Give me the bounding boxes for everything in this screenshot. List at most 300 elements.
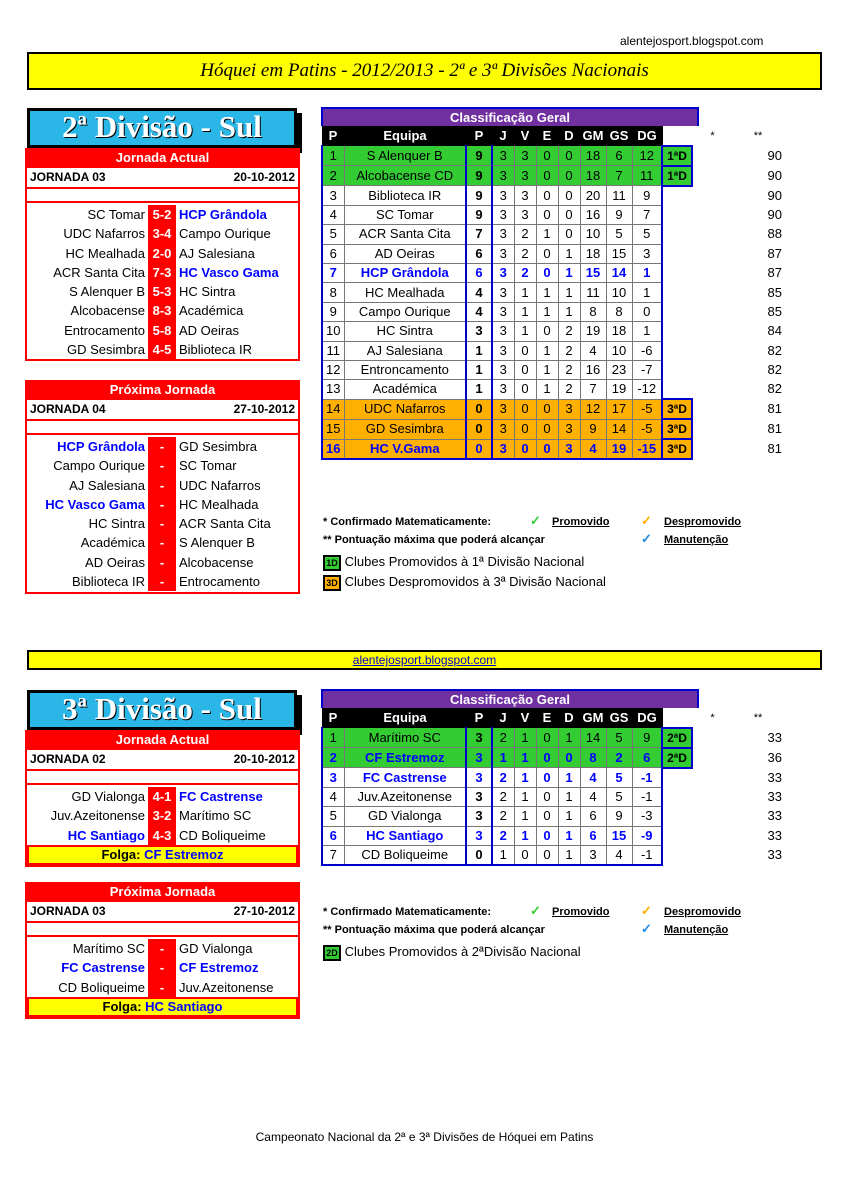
mid-blog-link[interactable]: alentejosport.blogspot.com [352, 653, 497, 667]
points: 3 [466, 826, 492, 845]
max-points: 33 [767, 729, 782, 745]
goal-diff: -5 [632, 399, 662, 419]
max-points: 81 [767, 441, 782, 457]
played: 2 [492, 768, 514, 787]
draws: 0 [536, 748, 558, 768]
losses: 1 [558, 807, 580, 826]
home-team: Biblioteca IR [72, 574, 145, 590]
wins: 3 [514, 146, 536, 166]
max-points: 90 [767, 187, 782, 203]
wins: 1 [514, 807, 536, 826]
legend-maxpts: ** Pontuação máxima que poderá alcançar [323, 534, 545, 546]
max-star-cell [692, 845, 734, 865]
score: 5-8 [148, 321, 176, 340]
table-row [322, 146, 782, 166]
result-row [27, 244, 298, 263]
fixture-row [27, 978, 298, 997]
header-cell: GS [606, 127, 632, 146]
max-points: 81 [767, 401, 782, 417]
home-team: Académica [80, 535, 145, 551]
separator: - [148, 495, 176, 514]
goal-diff: 6 [632, 748, 662, 768]
away-team: CF Estremoz [179, 960, 259, 976]
draws: 0 [536, 826, 558, 845]
losses: 1 [558, 787, 580, 806]
goal-diff: -3 [632, 807, 662, 826]
fixture-row [27, 476, 298, 495]
wins: 1 [514, 768, 536, 787]
header-cell: P [466, 127, 492, 146]
result-row [27, 224, 298, 243]
losses: 0 [558, 205, 580, 224]
div2-actual-box [25, 148, 300, 361]
goal-diff: 5 [632, 225, 662, 244]
home-team: Marítimo SC [72, 941, 145, 956]
position: 4 [322, 205, 344, 224]
div3-standings [321, 689, 699, 708]
draws: 1 [536, 302, 558, 321]
score: 4-3 [148, 826, 176, 845]
goals-against: 6 [606, 146, 632, 166]
status-badge [662, 360, 692, 379]
team-name: AD Oeiras [344, 244, 466, 263]
goals-for: 7 [580, 380, 606, 399]
goals-for: 10 [580, 225, 606, 244]
losses: 1 [558, 302, 580, 321]
draws: 1 [536, 225, 558, 244]
goals-for: 14 [580, 728, 606, 748]
result-row [27, 301, 298, 320]
wins: 2 [514, 225, 536, 244]
wins: 0 [514, 380, 536, 399]
wins: 2 [514, 263, 536, 282]
points: 3 [466, 807, 492, 826]
max-points: 82 [767, 342, 782, 358]
goal-diff: -15 [632, 439, 662, 459]
jornada-date: 27-10-2012 [233, 402, 295, 416]
max-star-cell [692, 360, 734, 379]
team-name: FC Castrense [344, 768, 466, 787]
away-team: HC Sintra [179, 284, 236, 300]
played: 2 [492, 807, 514, 826]
losses: 3 [558, 439, 580, 459]
max-points: 33 [767, 808, 782, 824]
legend-confirm: * Confirmado Matematicamente: [323, 516, 492, 528]
goals-against: 2 [606, 748, 632, 768]
swatch-promoted: 2D [323, 945, 341, 961]
losses: 3 [558, 399, 580, 419]
home-team: GD Sesimbra [66, 342, 145, 358]
check-orange-icon: ✓ [641, 903, 652, 918]
goals-against: 14 [606, 263, 632, 282]
draws: 1 [536, 360, 558, 379]
played: 2 [492, 826, 514, 845]
max-star-cell [692, 283, 734, 302]
goals-for: 6 [580, 807, 606, 826]
team-name: UDC Nafarros [344, 399, 466, 419]
position: 1 [322, 146, 344, 166]
points: 3 [466, 748, 492, 768]
wins: 3 [514, 166, 536, 186]
header-cell: P [322, 709, 344, 728]
page-footer: Campeonato Nacional da 2ª e 3ª Divisões de Hóquei em Patins [255, 1130, 594, 1144]
div3-next-jornada [27, 902, 298, 923]
header-cell: E [536, 709, 558, 728]
points: 3 [466, 768, 492, 787]
points: 1 [466, 380, 492, 399]
table-row [322, 244, 782, 263]
separator: - [148, 476, 176, 495]
losses: 2 [558, 360, 580, 379]
check-orange-icon: ✓ [641, 513, 652, 528]
div2-next-header: Próxima Jornada [25, 380, 300, 400]
fixture-row [27, 533, 298, 552]
losses: 1 [558, 826, 580, 845]
goals-against: 10 [606, 283, 632, 302]
draws: 0 [536, 845, 558, 865]
away-team: Campo Ourique [179, 226, 271, 242]
header-cell: GM [580, 709, 606, 728]
goal-diff: 9 [632, 186, 662, 205]
team-name: Alcobacense CD [344, 166, 466, 186]
max-star-cell [692, 419, 734, 439]
result-row [27, 263, 298, 282]
played: 3 [492, 225, 514, 244]
div2-title: 2ª Divisão - Sul [27, 108, 297, 148]
points: 1 [466, 341, 492, 360]
away-team: HC Mealhada [179, 496, 259, 512]
separator: - [148, 958, 176, 977]
table-row [322, 380, 782, 399]
losses: 2 [558, 322, 580, 341]
points: 7 [466, 225, 492, 244]
goals-for: 16 [580, 360, 606, 379]
max-star-cell [692, 244, 734, 263]
wins: 3 [514, 186, 536, 205]
legend-promovido: Promovido [552, 516, 610, 528]
table-row [322, 419, 782, 439]
goals-against: 7 [606, 166, 632, 186]
position: 7 [322, 845, 344, 865]
team-name: Juv.Azeitonense [344, 787, 466, 806]
header-cell: ** [734, 127, 782, 146]
folga-team: HC Santiago [145, 998, 223, 1014]
table-row [322, 225, 782, 244]
team-name: CD Boliqueime [344, 845, 466, 865]
goal-diff: -1 [632, 768, 662, 787]
fixture-row [27, 456, 298, 475]
position: 14 [322, 399, 344, 419]
losses: 1 [558, 768, 580, 787]
points: 0 [466, 419, 492, 439]
goals-for: 4 [580, 787, 606, 806]
away-team: HCP Grândola [179, 207, 267, 222]
away-team: Marítimo SC [179, 808, 252, 824]
max-points: 81 [767, 421, 782, 437]
away-team: AD Oeiras [179, 322, 239, 338]
status-badge [662, 225, 692, 244]
played: 3 [492, 399, 514, 419]
team-name: SC Tomar [344, 205, 466, 224]
status-badge: 2ªD [662, 748, 692, 768]
div2-next-box [25, 380, 300, 594]
header-cell: D [558, 127, 580, 146]
wins: 1 [514, 322, 536, 341]
wins: 2 [514, 244, 536, 263]
wins: 0 [514, 360, 536, 379]
losses: 0 [558, 748, 580, 768]
played: 3 [492, 380, 514, 399]
table-row [322, 205, 782, 224]
away-team: HC Vasco Gama [179, 264, 279, 280]
header-cell [662, 127, 692, 146]
team-name: AJ Salesiana [344, 341, 466, 360]
goals-for: 4 [580, 768, 606, 787]
away-team: UDC Nafarros [179, 477, 261, 493]
played: 2 [492, 728, 514, 748]
max-points: 90 [767, 167, 782, 183]
status-badge: 1ªD [662, 146, 692, 166]
position: 4 [322, 787, 344, 806]
result-row [27, 282, 298, 301]
header-cell: J [492, 127, 514, 146]
team-name: Entroncamento [344, 360, 466, 379]
check-blue-icon: ✓ [641, 531, 652, 546]
goal-diff: 3 [632, 244, 662, 263]
team-name: Biblioteca IR [344, 186, 466, 205]
wins: 0 [514, 439, 536, 459]
legend-promovido: Promovido [552, 906, 610, 918]
goals-against: 4 [606, 845, 632, 865]
header-cell: * [692, 127, 734, 146]
goals-for: 8 [580, 302, 606, 321]
result-row [27, 826, 298, 845]
max-star-cell [692, 302, 734, 321]
played: 1 [492, 845, 514, 865]
status-badge: 3ªD [662, 419, 692, 439]
away-team: GD Vialonga [179, 941, 253, 956]
losses: 0 [558, 186, 580, 205]
fixture-row [27, 958, 298, 977]
folga-label: Folga: [102, 998, 142, 1014]
max-points: 87 [767, 245, 782, 261]
result-row [27, 340, 298, 359]
away-team: Alcobacense [179, 554, 254, 570]
table-row [322, 322, 782, 341]
table-row [322, 826, 782, 845]
home-team: AJ Salesiana [69, 477, 145, 493]
position: 9 [322, 302, 344, 321]
home-team: Campo Ourique [53, 458, 145, 474]
away-team: GD Sesimbra [179, 439, 258, 454]
goals-against: 11 [606, 186, 632, 205]
table-row [322, 399, 782, 419]
played: 3 [492, 322, 514, 341]
losses: 1 [558, 244, 580, 263]
header-cell: V [514, 709, 536, 728]
max-points: 33 [767, 847, 782, 863]
legend-promoted-text: Clubes Promovidos à 2ªDivisão Nacional [344, 944, 581, 959]
header-cell: V [514, 127, 536, 146]
table-row [322, 186, 782, 205]
max-star-cell [692, 186, 734, 205]
home-team: Alcobacense [70, 303, 145, 319]
home-team: HC Sintra [88, 516, 145, 532]
played: 3 [492, 263, 514, 282]
status-badge [662, 322, 692, 341]
status-badge: 3ªD [662, 439, 692, 459]
draws: 1 [536, 341, 558, 360]
table-row [322, 768, 782, 787]
max-points: 82 [767, 362, 782, 378]
jornada-label: JORNADA 04 [30, 402, 106, 416]
draws: 0 [536, 166, 558, 186]
max-points: 33 [767, 827, 782, 843]
points: 3 [466, 787, 492, 806]
home-team: GD Vialonga [71, 789, 145, 804]
played: 3 [492, 186, 514, 205]
position: 15 [322, 419, 344, 439]
separator: - [148, 437, 176, 456]
table-row [322, 728, 782, 748]
draws: 1 [536, 283, 558, 302]
max-star-cell [692, 826, 734, 845]
points: 9 [466, 186, 492, 205]
legend-manutencao: Manutenção [664, 924, 729, 936]
result-row [27, 205, 298, 224]
max-points: 85 [767, 303, 782, 319]
status-badge [662, 845, 692, 865]
max-star-cell [692, 787, 734, 806]
points: 0 [466, 845, 492, 865]
draws: 0 [536, 728, 558, 748]
played: 2 [492, 787, 514, 806]
played: 3 [492, 166, 514, 186]
wins: 1 [514, 728, 536, 748]
separator: - [148, 456, 176, 475]
goal-diff: 12 [632, 146, 662, 166]
max-star-cell [692, 399, 734, 419]
team-name: GD Sesimbra [344, 419, 466, 439]
separator: - [148, 553, 176, 572]
position: 1 [322, 728, 344, 748]
max-star-cell [692, 205, 734, 224]
draws: 0 [536, 263, 558, 282]
div2-legend [323, 513, 763, 594]
header-cell: P [466, 709, 492, 728]
points: 0 [466, 439, 492, 459]
folga-team: CF Estremoz [144, 846, 224, 862]
losses: 0 [558, 146, 580, 166]
team-name: HC Sintra [344, 322, 466, 341]
max-star-cell [692, 322, 734, 341]
div3-actual-jornada [27, 750, 298, 771]
blog-url[interactable]: alentejosport.blogspot.com [620, 34, 764, 48]
position: 5 [322, 225, 344, 244]
team-name: HC Santiago [344, 826, 466, 845]
jornada-label: JORNADA 03 [30, 904, 106, 918]
div3-next-header: Próxima Jornada [25, 882, 300, 902]
goals-for: 19 [580, 322, 606, 341]
score: 4-1 [148, 787, 176, 806]
status-badge [662, 205, 692, 224]
goals-for: 18 [580, 146, 606, 166]
goals-against: 19 [606, 439, 632, 459]
goal-diff: 1 [632, 322, 662, 341]
score: 5-2 [148, 205, 176, 224]
position: 11 [322, 341, 344, 360]
legend-maxpts: ** Pontuação máxima que poderá alcançar [323, 924, 545, 936]
max-star-cell [692, 807, 734, 826]
header-cell: Equipa [344, 127, 466, 146]
points: 0 [466, 399, 492, 419]
div3-folga-actual [27, 845, 298, 865]
team-name: HCP Grândola [344, 263, 466, 282]
check-green-icon: ✓ [530, 903, 541, 918]
losses: 0 [558, 166, 580, 186]
header-cell: GS [606, 709, 632, 728]
max-points: 82 [767, 381, 782, 397]
max-star-cell [692, 768, 734, 787]
header-cell: GM [580, 127, 606, 146]
away-team: S Alenquer B [179, 535, 255, 551]
points: 3 [466, 728, 492, 748]
goals-against: 8 [606, 302, 632, 321]
fixture-row [27, 495, 298, 514]
legend-relegated-text: Clubes Despromovidos à 3ª Divisão Nacional [344, 574, 606, 589]
away-team: CD Boliqueime [179, 827, 266, 843]
jornada-date: 27-10-2012 [233, 904, 295, 918]
header-cell: * [692, 709, 734, 728]
losses: 2 [558, 341, 580, 360]
goals-for: 15 [580, 263, 606, 282]
table-row [322, 748, 782, 768]
away-team: Académica [179, 303, 244, 319]
div2-actual-header: Jornada Actual [25, 148, 300, 168]
goal-diff: 0 [632, 302, 662, 321]
score: 3-2 [148, 806, 176, 825]
team-name: Académica [344, 380, 466, 399]
max-star-cell [692, 380, 734, 399]
played: 3 [492, 205, 514, 224]
draws: 0 [536, 205, 558, 224]
div3-folga-next [27, 997, 298, 1017]
position: 6 [322, 244, 344, 263]
status-badge [662, 807, 692, 826]
goal-diff: -7 [632, 360, 662, 379]
home-team: Juv.Azeitonense [50, 808, 145, 824]
draws: 0 [536, 439, 558, 459]
draws: 0 [536, 244, 558, 263]
fixture-row [27, 553, 298, 572]
legend-despromovido: Despromovido [664, 516, 742, 528]
goal-diff: 9 [632, 728, 662, 748]
position: 2 [322, 748, 344, 768]
goals-for: 8 [580, 748, 606, 768]
mid-banner [27, 650, 822, 670]
max-star-cell [692, 225, 734, 244]
goals-for: 18 [580, 244, 606, 263]
away-team: FC Castrense [179, 789, 263, 804]
status-badge [662, 283, 692, 302]
status-badge: 2ªD [662, 728, 692, 748]
header-cell: J [492, 709, 514, 728]
home-team: HCP Grândola [57, 439, 145, 454]
max-star-cell [692, 146, 734, 166]
table-row [322, 341, 782, 360]
div3-title: 3ª Divisão - Sul [27, 690, 297, 730]
home-team: UDC Nafarros [63, 226, 145, 242]
